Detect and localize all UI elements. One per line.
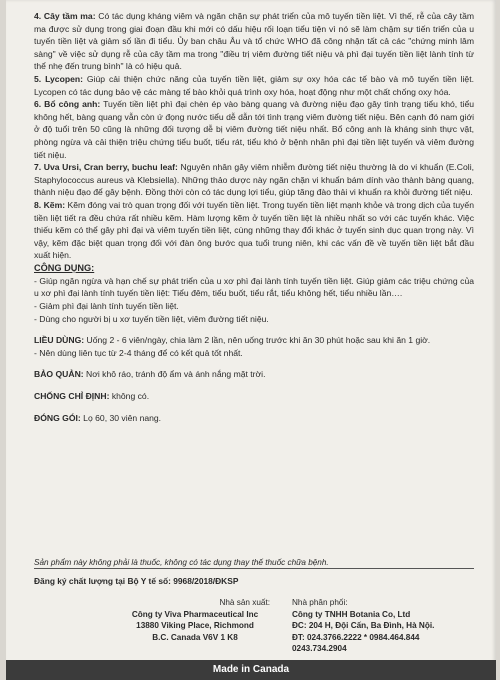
usage-line: - Giúp ngăn ngừa và hạn chế sự phát triển của u xơ phì đại lành tính tuyến tiền liệt. Giúp giảm các triệu chứng của u xơ phì đại lành tính tuyến tiền liệt: Tiểu đêm, tiểu buốt, tiểu rắt, tiểu không hết, tiểu nhiều lần…. xyxy=(34,275,474,299)
dosage-section xyxy=(34,334,474,347)
leaflet-content xyxy=(34,10,474,424)
ingredient-lycopen xyxy=(34,73,474,98)
ingredient-text: Nguyên nhân gây viêm nhiễm đường tiết niệu thường là do vi khuẩn (E.Coli, Staphylococcus aureus và Klebsiella). Những thảo dược này ngăn chặn vi khuẩn bám dính vào thành bàng quang, thành niệu đạo để gây bệnh. Đồng thời còn có tác dụng lợi tiểu, giúp tăng đào thải vi khuẩn ra khỏi đường tiết niệu. xyxy=(34,162,475,198)
contraindication-text: không có. xyxy=(109,391,150,402)
usage-line: - Giảm phì đại lành tính tuyến tiền liệt. xyxy=(34,301,179,312)
distributor-phone: ĐT: 024.3766.2222 * 0984.464.844 xyxy=(292,632,420,642)
storage-text: Nơi khô ráo, tránh độ ẩm và ánh nắng mặt trời. xyxy=(83,369,266,380)
ingredient-text: Kẽm đóng vai trò quan trọng đối với tuyến tiền liệt. Trong tuyến tiền liệt mạnh khỏe và trong dịch của tuyến tiền liệt tiết ra đều chứa rất nhiều kẽm. Hàm lượng kẽm ở tuyến tiền liệt là nhiều nhất so với các tuyến khác. Việc thiếu kẽm có thể gây phì đại và viêm tuyến tiền liệt, cùng những thay đổi khác ở tuyến sinh dục quan trọng này. Vì vậy, kẽm đặc biệt quan trọng đối với đàn ông bước qua tuổi trung niên, khi các vấn đề về tuyến tiền liệt bắt đầu xuất hiện. xyxy=(34,199,474,261)
distributor-phone-alt: 0243.734.2904 xyxy=(292,644,347,653)
packaging-section xyxy=(34,412,474,425)
packaging-label: ĐÓNG GÓI: xyxy=(34,412,81,423)
ingredient-dandelion xyxy=(34,98,474,161)
usage-line: - Dùng cho người bị u xơ tuyến tiền liệt, viêm đường tiết niệu. xyxy=(34,313,269,324)
origin-banner: Made in Canada xyxy=(6,660,496,680)
ingredient-heading: 7. Uva Ursi, Cran berry, buchu leaf: xyxy=(34,162,178,173)
disclaimer-text: Sản phẩm này không phải là thuốc, không có tác dụng thay thế thuốc chữa bệnh. xyxy=(34,558,329,567)
storage-label: BẢO QUẢN: xyxy=(34,369,84,380)
manufacturer-name: Công ty Viva Pharmaceutical Inc xyxy=(131,609,259,619)
manufacturer-block xyxy=(120,597,270,643)
ingredient-heading: 5. Lycopen: xyxy=(34,73,83,84)
ingredient-heading: 4. Cây tầm ma: xyxy=(34,11,96,21)
storage-section xyxy=(34,368,474,381)
ingredient-heading: 8. Kẽm: xyxy=(34,199,66,210)
distributor-address: ĐC: 204 H, Đội Cấn, Ba Đình, Hà Nội. xyxy=(292,621,435,630)
ingredient-heading: 6. Bổ công anh: xyxy=(34,99,101,110)
divider xyxy=(34,568,474,569)
ingredient-nettle xyxy=(34,10,474,73)
dosage-note: - Nên dùng liên tục từ 2-4 tháng để có kết quả tốt nhất. xyxy=(34,347,243,358)
dosage-label: LIỀU DÙNG: xyxy=(34,335,85,346)
distributor-label: Nhà phân phối: xyxy=(292,598,348,607)
ingredient-text: Có tác dụng kháng viêm và ngăn chặn sự phát triển của mô tuyến tiền liệt. Vì thế, rễ của cây tầm ma được sử dụng trong giai đoạn đầu khi mới có dấu hiệu rối loạn tiểu tiện vì nó sẽ làm chậm sự tiến triển của u tuyến tiền liệt và giảm số lần đi tiểu. Ủy ban châu Âu và tổ chức WHO đã công nhận tất cả các "chứng minh lâm sàng" về việc sử dụng rễ của cây tầm ma trong "điều trị viêm đường tiết niệu và phì đại tuyến tiền liệt lành tính từ thể nhẹ đến trung bình" là có hiệu quả. xyxy=(34,11,475,72)
contraindication-section xyxy=(34,390,474,403)
ingredient-list xyxy=(34,10,474,262)
ingredient-uva-ursi xyxy=(34,161,474,199)
dosage-text: Uống 2 - 6 viên/ngày, chia làm 2 lần, nên uống trước khi ăn 30 phút hoặc sau khi ăn 1 giờ. xyxy=(84,335,431,346)
contraindication-label: CHỐNG CHỈ ĐỊNH: xyxy=(34,391,110,402)
ingredient-text: Tuyến tiền liệt phì đại chèn ép vào bàng quang và đường niệu đạo gây tình trạng tiểu khó, tiểu không hết, bàng quang vẫn còn ứ đọng nước tiểu dễ dẫn tới tình trạng viêm đường tiết niệu. Bên cạnh đó nam giới ở độ tuổi trên 50 cũng là những đối tượng dễ bị viêm đường tiết niệu nhất. Bổ công anh là kháng sinh thực vật, phòng ngừa và cải thiện triệu chứng tiểu buốt, tiểu rát, tiểu khó ở bệnh nhân phì đại tiền liệt tuyến và viêm đường tiết niệu. xyxy=(34,99,475,160)
manufacturer-address-line1: 13880 Viking Place, Richmond xyxy=(136,621,254,630)
ingredient-text: Giúp cải thiện chức năng của tuyến tiền liệt, giảm sự oxy hóa các tế bào và mô tuyến tiền liệt. Lycopen có tác dụng bảo vệ các màng tế bào khỏi quá trình oxy hóa, hoạt động như một chất chống oxy hóa. xyxy=(34,73,474,97)
distributor-block xyxy=(292,597,482,655)
registration-number: Đăng ký chất lượng tại Bộ Y tế số: 9968/2018/ĐKSP xyxy=(34,576,239,586)
manufacturer-label: Nhà sản xuất: xyxy=(219,598,270,607)
ingredient-zinc xyxy=(34,199,474,262)
usage-section xyxy=(34,262,474,325)
usage-heading: CÔNG DỤNG: xyxy=(34,262,95,273)
distributor-name: Công ty TNHH Botania Co, Ltd xyxy=(292,609,411,619)
packaging-text: Lọ 60, 30 viên nang. xyxy=(80,412,162,423)
manufacturer-address-line2: B.C. Canada V6V 1 K8 xyxy=(152,632,238,642)
